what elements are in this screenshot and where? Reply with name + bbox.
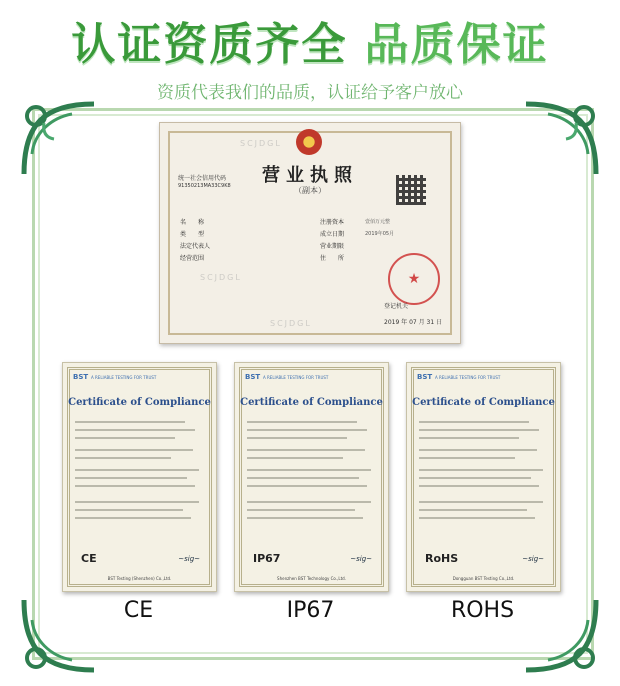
license-authority: 登记机关 <box>384 303 409 310</box>
text-line <box>419 437 519 439</box>
text-line <box>247 509 355 511</box>
text-line <box>419 421 529 423</box>
qr-code-icon <box>396 175 426 205</box>
bst-tagline: A RELIABLE TESTING FOR TRUST <box>435 375 501 380</box>
license-code-label: 统一社会信用代码 <box>178 175 227 182</box>
text-line <box>75 469 199 471</box>
text-line <box>419 485 539 487</box>
license-row-capital: 注册资本 <box>320 219 345 226</box>
certificate-ip67 <box>234 362 389 592</box>
text-line <box>247 517 363 519</box>
text-line <box>419 457 515 459</box>
license-watermark: SCJDGL <box>200 273 242 282</box>
license-watermark: SCJDGL <box>270 319 312 328</box>
license-row-established: 成立日期 <box>320 231 345 238</box>
text-line <box>75 501 199 503</box>
text-line <box>75 457 171 459</box>
text-line <box>75 477 187 479</box>
license-watermark: SCJDGL <box>240 139 282 148</box>
national-emblem-icon <box>296 129 322 155</box>
text-line <box>247 421 357 423</box>
certificate-footer: Dongguan BST Testing Co.,Ltd. <box>452 576 515 581</box>
license-row-term: 营业期限 <box>320 243 345 250</box>
certificate-title: Certificate of Compliance <box>412 397 555 408</box>
bst-tagline: A RELIABLE TESTING FOR TRUST <box>91 375 157 380</box>
text-line <box>419 449 537 451</box>
text-line <box>75 421 185 423</box>
text-line <box>247 437 347 439</box>
text-line <box>419 517 535 519</box>
text-line <box>247 501 371 503</box>
text-line <box>75 449 193 451</box>
certificate-title: Certificate of Compliance <box>240 397 383 408</box>
business-license-image <box>159 122 461 344</box>
ip67-mark: IP67 <box>253 552 281 565</box>
text-line <box>75 485 195 487</box>
label-ce: CE <box>123 598 154 623</box>
text-line <box>75 429 195 431</box>
text-line <box>75 517 191 519</box>
license-date: 2019 年 07 月 31 日 <box>384 319 443 326</box>
text-line <box>247 477 359 479</box>
license-row-scope: 经营范围 <box>180 255 205 262</box>
license-row-address: 住 所 <box>320 255 345 262</box>
text-line <box>247 457 343 459</box>
certificate-rohs <box>406 362 561 592</box>
certificate-title: Certificate of Compliance <box>68 397 211 408</box>
bst-logo: BST <box>245 373 261 381</box>
certificate-footer: BST Testing (Shenzhen) Co.,Ltd. <box>107 576 172 581</box>
corner-swirl-top-left-icon <box>14 94 104 184</box>
label-ip67: IP67 <box>286 598 335 623</box>
certificate-footer: Shenzhen BST Technology Co.,Ltd. <box>277 576 346 581</box>
license-capital-value: 壹佰万元整 <box>365 219 391 225</box>
signature-icon: ~sig~ <box>522 555 544 563</box>
signature-icon: ~sig~ <box>178 555 200 563</box>
certificate-ce <box>62 362 217 592</box>
text-line <box>419 501 543 503</box>
bst-logo: BST <box>73 373 89 381</box>
label-rohs: ROHS <box>450 598 515 623</box>
page-subtitle: 资质代表我们的品质，认证给予客户放心 <box>157 83 463 103</box>
page-title <box>0 8 620 72</box>
signature-icon: ~sig~ <box>350 555 372 563</box>
license-code: 91350213MA33C9K8 <box>178 183 231 189</box>
license-established-value: 2019年05月 <box>365 231 395 237</box>
text-line <box>419 509 527 511</box>
license-title: 营业执照 <box>262 165 358 186</box>
ce-mark: CE <box>81 552 97 565</box>
title-part-1: 认证资质齐全 <box>71 19 348 70</box>
bst-logo: BST <box>417 373 433 381</box>
license-row-name: 名 称 <box>180 219 205 226</box>
title-part-2: 品质保证 <box>364 19 549 70</box>
text-line <box>247 469 371 471</box>
bst-tagline: A RELIABLE TESTING FOR TRUST <box>263 375 329 380</box>
rohs-mark: RoHS <box>425 552 459 565</box>
license-copy-label: （副本） <box>294 186 326 195</box>
license-row-type: 类 型 <box>180 231 205 238</box>
corner-swirl-top-right-icon <box>516 94 606 184</box>
text-line <box>419 469 543 471</box>
text-line <box>247 485 367 487</box>
text-line <box>419 429 539 431</box>
text-line <box>75 437 175 439</box>
text-line <box>75 509 183 511</box>
text-line <box>419 477 531 479</box>
text-line <box>247 449 365 451</box>
official-seal-icon: ★ <box>388 253 440 305</box>
text-line <box>247 429 367 431</box>
license-row-legal-rep: 法定代表人 <box>180 243 211 250</box>
